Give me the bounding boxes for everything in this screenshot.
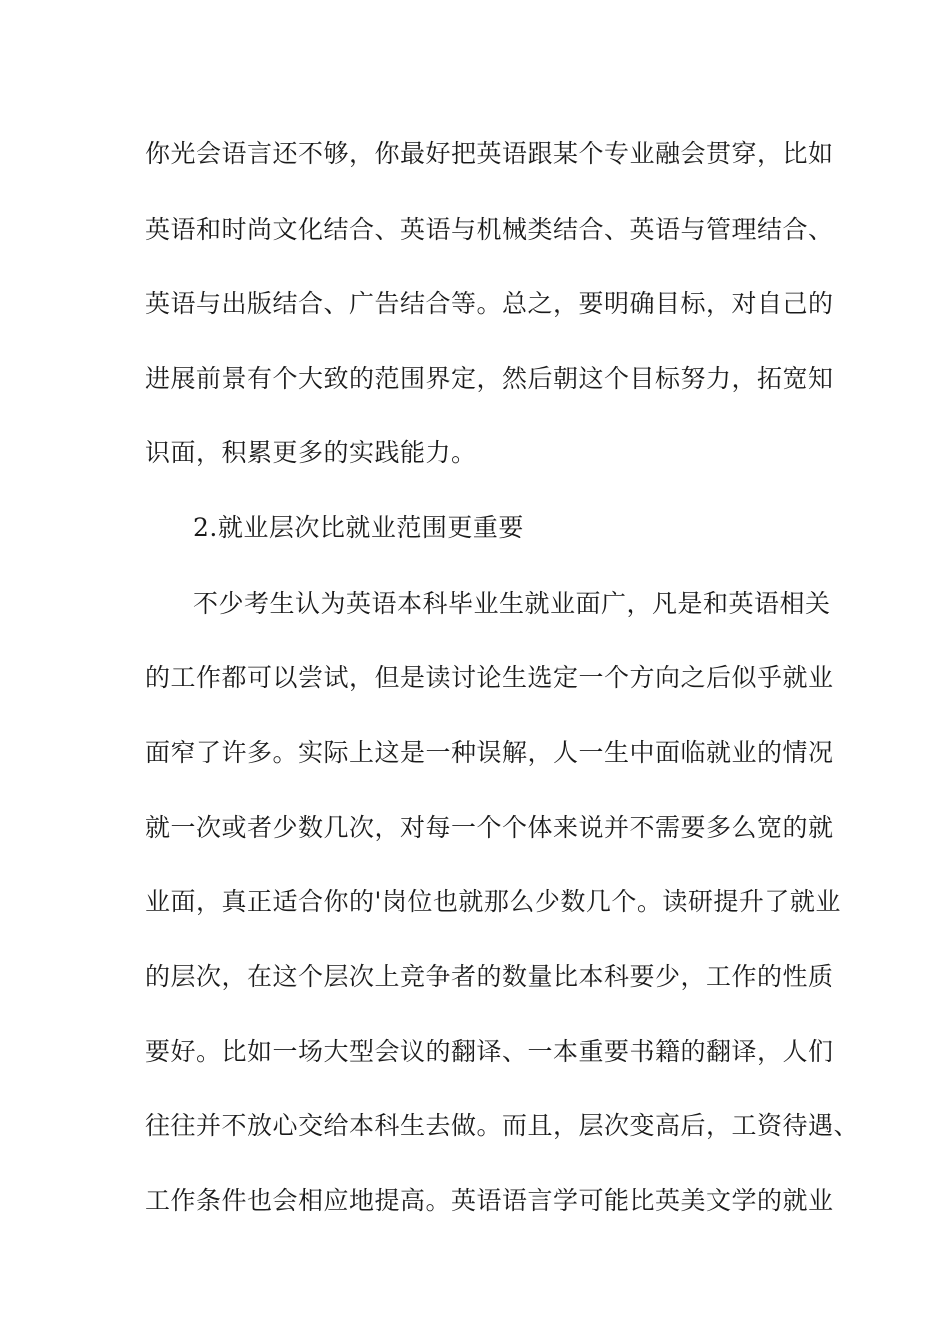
paragraph-line: 工作条件也会相应地提高。英语语言学可能比英美文学的就业 — [145, 1186, 834, 1215]
section-heading: 2.就业层次比就业范围更重要 — [193, 513, 524, 542]
paragraph-line: 业面，真正适合你的'岗位也就那么少数几个。读研提升了就业 — [145, 887, 841, 916]
paragraph-line: 就一次或者少数几次，对每一个个体来说并不需要多么宽的就 — [145, 813, 834, 842]
paragraph-line: 英语与出版结合、广告结合等。总之，要明确目标，对自己的 — [145, 289, 834, 318]
paragraph-line: 英语和时尚文化结合、英语与机械类结合、英语与管理结合、 — [145, 215, 834, 244]
paragraph-line: 的工作都可以尝试，但是读讨论生选定一个方向之后似乎就业 — [145, 663, 834, 692]
paragraph-line: 往往并不放心交给本科生去做。而且，层次变高后，工资待遇、 — [145, 1111, 860, 1140]
paragraph-line: 面窄了许多。实际上这是一种误解，人一生中面临就业的情况 — [145, 738, 834, 767]
paragraph-line: 的层次，在这个层次上竞争者的数量比本科要少，工作的性质 — [145, 962, 834, 991]
paragraph-line: 不少考生认为英语本科毕业生就业面广，凡是和英语相关 — [193, 589, 831, 618]
paragraph-line: 你光会语言还不够，你最好把英语跟某个专业融会贯穿，比如 — [145, 139, 834, 168]
paragraph-line: 进展前景有个大致的范围界定，然后朝这个目标努力，拓宽知 — [145, 364, 834, 393]
paragraph-line: 识面，积累更多的实践能力。 — [145, 438, 477, 467]
paragraph-line: 要好。比如一场大型会议的翻译、一本重要书籍的翻译，人们 — [145, 1037, 834, 1066]
